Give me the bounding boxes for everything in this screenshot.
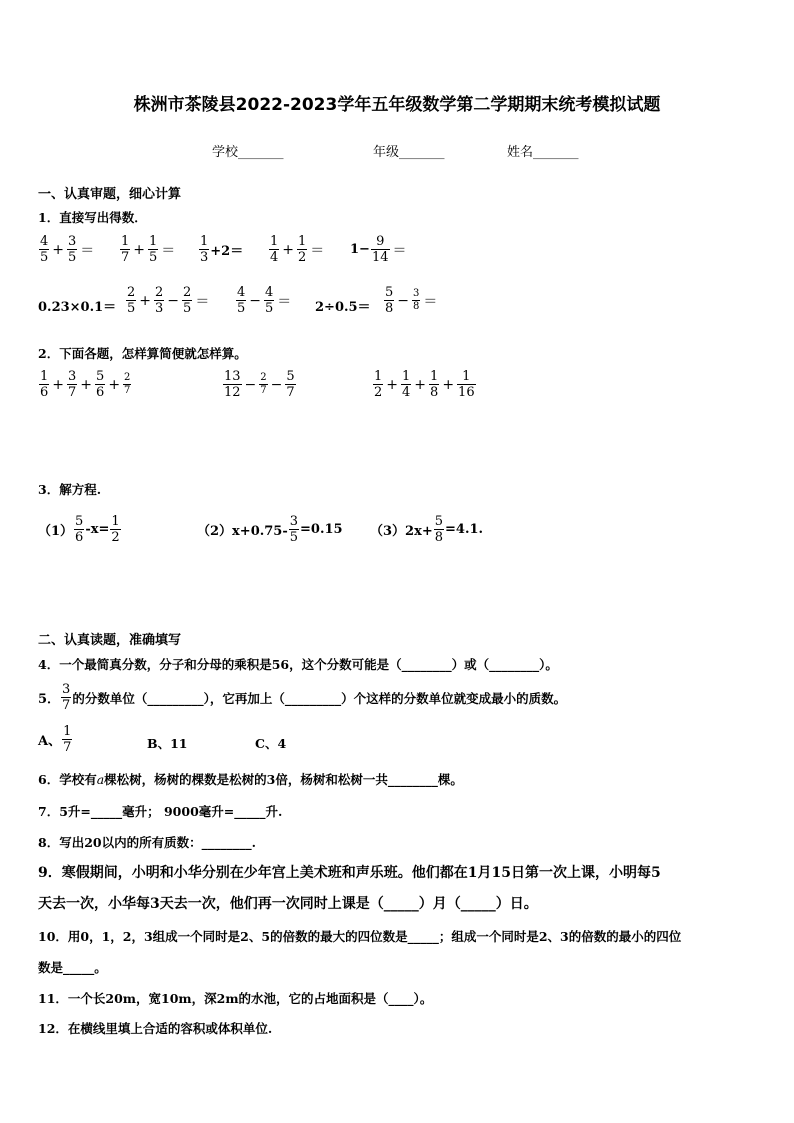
question-10-line-2: 数是_____。: [38, 960, 107, 975]
question-9-line-1: 9．寒假期间，小明和小华分别在少年宫上美术班和声乐班。他们都在1月15日第一次上课，小明每5: [38, 865, 661, 881]
q1-item-j: $\frac{5}{8}$ − $\frac{3}{8}$ ＝: [385, 285, 438, 316]
question-12: 12．在横线里填上合适的容积或体积单位.: [38, 1021, 273, 1036]
q3-item-2: （2）x+0.75- $\frac{3}{5}$ =0.15: [197, 514, 343, 545]
q2-item-c: $\frac{1}{2}$ + $\frac{1}{4}$ + $\frac{1}{8}$ + $\frac{1}{16}$: [374, 369, 475, 400]
q5-option-c: C、4: [255, 736, 287, 751]
q1-item-a: $\frac{4}{5}$ + $\frac{3}{5}$ ＝: [40, 234, 95, 265]
page-title: 株洲市茶陵县2022-2023学年五年级数学第二学期期末统考模拟试题: [133, 95, 661, 115]
q1-item-e: 1− $\frac{9}{14}$ ＝: [350, 234, 407, 265]
q5-option-b: B、11: [147, 736, 188, 751]
question-10-line-1: 10．用0，1，2，3组成一个同时是2、5的倍数的最大的四位数是_____；组成一个同时是2、3的倍数的最小的四位: [38, 929, 682, 944]
q1-item-g: $\frac{2}{5}$ + $\frac{2}{3}$ − $\frac{2}{5}$ ＝: [127, 285, 210, 316]
q1-item-i: 2÷0.5＝: [315, 300, 371, 315]
q3-item-1: （1） $\frac{5}{6}$ -x= $\frac{1}{2}$: [38, 514, 120, 545]
section-1-heading: 一、认真审题，细心计算: [38, 187, 182, 202]
question-7: 7．5升=_____毫升； 9000毫升=_____升.: [38, 804, 283, 819]
question-8: 8．写出20以内的所有质数：________.: [38, 835, 256, 850]
question-4: 4．一个最简真分数，分子和分母的乘积是56，这个分数可能是（________）或（________）。: [38, 657, 558, 672]
q5-option-a: A、 $\frac{1}{7}$: [38, 724, 72, 755]
question-9-line-2: 天去一次，小华每3天去一次，他们再一次同时上课是（_____）月（_____）日。: [38, 896, 538, 912]
section-2-heading: 二、认真读题，准确填写: [38, 633, 182, 648]
q1-item-f: 0.23×0.1＝: [38, 300, 117, 315]
school-field[interactable]: 学校_______: [212, 145, 284, 160]
q3-item-3: （3）2x+ $\frac{5}{8}$ =4.1.: [370, 514, 484, 545]
grade-field[interactable]: 年级_______: [373, 145, 445, 160]
q1-item-h: $\frac{4}{5}$ − $\frac{4}{5}$ ＝: [237, 285, 292, 316]
question-3: 3．解方程.: [38, 482, 102, 497]
question-5: 5． $\frac{3}{7}$ 的分数单位（_________），它再加上（_________）个这样的分数单位就变成最小的质数。: [38, 682, 567, 713]
question-11: 11．一个长20m，宽10m，深2m的水池，它的占地面积是（____）。: [38, 991, 433, 1006]
q1-item-d: $\frac{1}{4}$ + $\frac{1}{2}$ ＝: [270, 234, 325, 265]
q2-item-a: $\frac{1}{6}$ + $\frac{3}{7}$ + $\frac{5}{6}$ + $\frac{2}{7}$: [40, 369, 131, 400]
question-2: 2．下面各题，怎样算简便就怎样算。: [38, 346, 247, 361]
q2-item-b: $\frac{13}{12}$ − $\frac{2}{7}$ − $\frac{5}{7}$: [224, 369, 295, 400]
question-1: 1．直接写出得数．: [38, 210, 147, 225]
q1-item-b: $\frac{1}{7}$ + $\frac{1}{5}$ ＝: [121, 234, 176, 265]
q1-item-c: $\frac{1}{3}$ +2＝: [200, 234, 244, 265]
name-field[interactable]: 姓名_______: [507, 145, 579, 160]
question-6: 6．学校有a棵松树，杨树的棵数是松树的3倍，杨树和松树一共________棵。: [38, 772, 463, 787]
